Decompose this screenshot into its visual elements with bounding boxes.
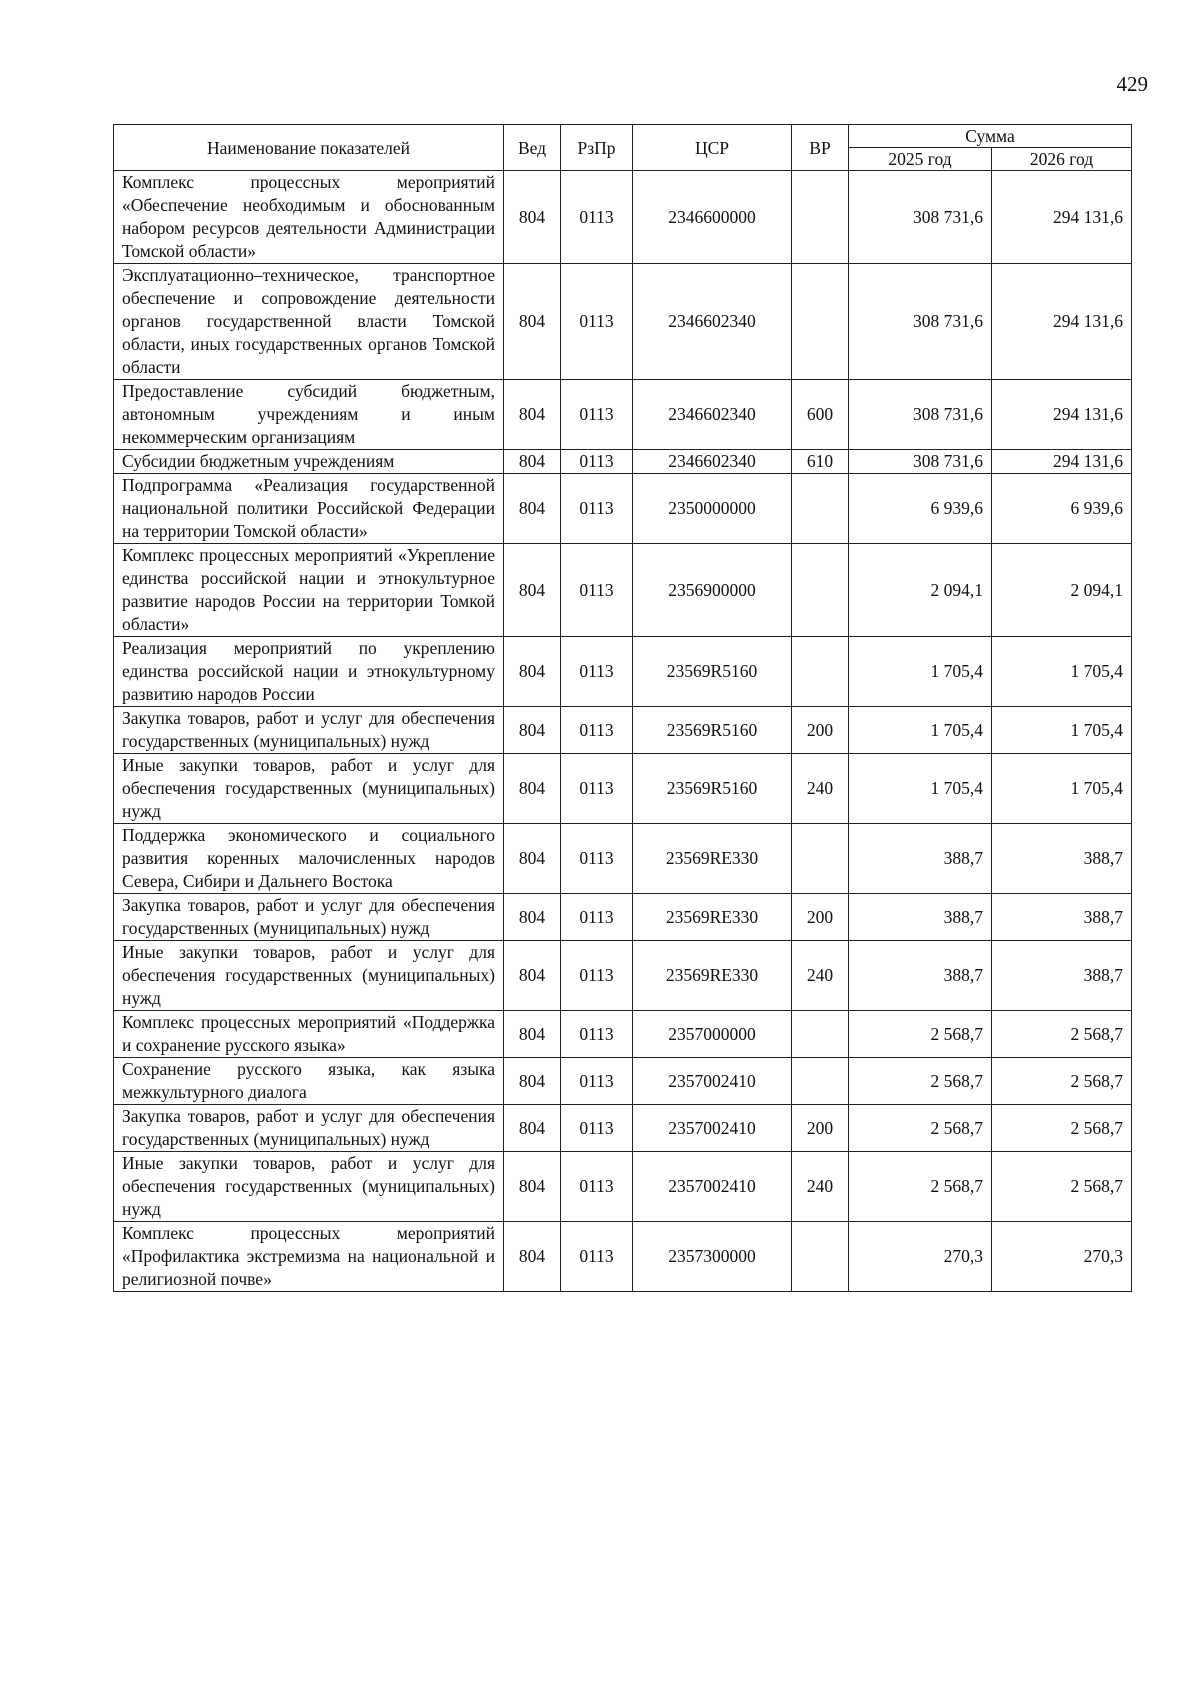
cell-vr: [792, 1011, 849, 1058]
cell-ved: 804: [504, 1222, 561, 1292]
cell-rzpr: 0113: [561, 1152, 633, 1222]
cell-rzpr: 0113: [561, 1105, 633, 1152]
cell-sum-2026: 294 131,6: [992, 380, 1132, 450]
cell-rzpr: 0113: [561, 264, 633, 380]
table-body: [114, 171, 1132, 1292]
cell-name: Закупка товаров, работ и услуг для обеспечения государственных (муниципальных) нужд: [114, 1105, 504, 1152]
cell-csr: 2346600000: [633, 171, 792, 264]
cell-name: Комплекс процессных мероприятий «Профилактика экстремизма на национальной и религиозной почве»: [114, 1222, 504, 1292]
cell-sum-2025: 1 705,4: [849, 637, 992, 707]
cell-vr: [792, 1058, 849, 1105]
table-row: [114, 941, 1132, 1011]
cell-csr: 2350000000: [633, 474, 792, 544]
cell-sum-2025: 308 731,6: [849, 380, 992, 450]
cell-sum-2025: 2 568,7: [849, 1152, 992, 1222]
header-csr: ЦСР: [633, 125, 792, 171]
cell-csr: 2357002410: [633, 1152, 792, 1222]
cell-rzpr: 0113: [561, 171, 633, 264]
table-row: [114, 707, 1132, 754]
table-row: [114, 1152, 1132, 1222]
cell-name: Эксплуатационно–техническое, транспортное обеспечение и сопровождение деятельности органов государственной власти Томской области, иных государственных органов Томской области: [114, 264, 504, 380]
cell-vr: 200: [792, 707, 849, 754]
cell-vr: [792, 1222, 849, 1292]
cell-sum-2025: 6 939,6: [849, 474, 992, 544]
table-row: [114, 544, 1132, 637]
cell-sum-2026: 388,7: [992, 894, 1132, 941]
cell-ved: 804: [504, 707, 561, 754]
cell-sum-2025: 388,7: [849, 941, 992, 1011]
table-row: [114, 1222, 1132, 1292]
table-row: [114, 1105, 1132, 1152]
cell-sum-2025: 2 094,1: [849, 544, 992, 637]
cell-csr: 23569RE330: [633, 894, 792, 941]
cell-ved: 804: [504, 380, 561, 450]
table-row: [114, 754, 1132, 824]
cell-name: Закупка товаров, работ и услуг для обеспечения государственных (муниципальных) нужд: [114, 894, 504, 941]
cell-sum-2025: 1 705,4: [849, 754, 992, 824]
cell-ved: 804: [504, 1152, 561, 1222]
cell-ved: 804: [504, 264, 561, 380]
cell-sum-2025: 2 568,7: [849, 1105, 992, 1152]
cell-vr: [792, 474, 849, 544]
table-row: [114, 474, 1132, 544]
cell-csr: 2346602340: [633, 264, 792, 380]
cell-name: Закупка товаров, работ и услуг для обеспечения государственных (муниципальных) нужд: [114, 707, 504, 754]
header-year-2026: 2026 год: [992, 148, 1132, 171]
cell-name: Подпрограмма «Реализация государственной национальной политики Российской Федерации на территории Томской области»: [114, 474, 504, 544]
cell-vr: 610: [792, 450, 849, 474]
cell-sum-2025: 388,7: [849, 824, 992, 894]
cell-csr: 23569R5160: [633, 637, 792, 707]
cell-ved: 804: [504, 544, 561, 637]
cell-csr: 23569RE330: [633, 941, 792, 1011]
cell-vr: [792, 171, 849, 264]
header-year-2025: 2025 год: [849, 148, 992, 171]
cell-name: Комплекс процессных мероприятий «Укрепление единства российской нации и этнокультурное развитие народов России на территории Томкой области»: [114, 544, 504, 637]
cell-sum-2026: 2 568,7: [992, 1105, 1132, 1152]
cell-vr: 600: [792, 380, 849, 450]
cell-vr: 240: [792, 754, 849, 824]
cell-name: Субсидии бюджетным учреждениям: [114, 450, 504, 474]
cell-rzpr: 0113: [561, 1058, 633, 1105]
header-rzpr: РзПр: [561, 125, 633, 171]
cell-rzpr: 0113: [561, 544, 633, 637]
cell-vr: [792, 264, 849, 380]
cell-sum-2026: 1 705,4: [992, 754, 1132, 824]
cell-vr: [792, 544, 849, 637]
cell-vr: 240: [792, 1152, 849, 1222]
cell-ved: 804: [504, 474, 561, 544]
table-row: [114, 1011, 1132, 1058]
cell-csr: 2356900000: [633, 544, 792, 637]
header-vr: ВР: [792, 125, 849, 171]
cell-sum-2025: 388,7: [849, 894, 992, 941]
page-number: 429: [1116, 72, 1148, 96]
cell-ved: 804: [504, 894, 561, 941]
cell-csr: 2357002410: [633, 1058, 792, 1105]
cell-sum-2026: 2 568,7: [992, 1058, 1132, 1105]
cell-sum-2026: 270,3: [992, 1222, 1132, 1292]
cell-vr: 200: [792, 894, 849, 941]
cell-sum-2026: 294 131,6: [992, 264, 1132, 380]
table-row: [114, 380, 1132, 450]
cell-rzpr: 0113: [561, 474, 633, 544]
cell-ved: 804: [504, 1105, 561, 1152]
cell-vr: 240: [792, 941, 849, 1011]
cell-sum-2026: 2 094,1: [992, 544, 1132, 637]
cell-ved: 804: [504, 1011, 561, 1058]
cell-name: Сохранение русского языка, как языка межкультурного диалога: [114, 1058, 504, 1105]
cell-sum-2026: 388,7: [992, 824, 1132, 894]
cell-rzpr: 0113: [561, 941, 633, 1011]
header-ved: Вед: [504, 125, 561, 171]
table-row: [114, 171, 1132, 264]
cell-name: Предоставление субсидий бюджетным, автономным учреждениям и иным некоммерческим организациям: [114, 380, 504, 450]
cell-csr: 23569R5160: [633, 754, 792, 824]
cell-sum-2025: 1 705,4: [849, 707, 992, 754]
cell-csr: 23569R5160: [633, 707, 792, 754]
table-row: [114, 264, 1132, 380]
cell-sum-2025: 2 568,7: [849, 1011, 992, 1058]
cell-sum-2026: 2 568,7: [992, 1011, 1132, 1058]
cell-ved: 804: [504, 824, 561, 894]
cell-sum-2025: 2 568,7: [849, 1058, 992, 1105]
cell-ved: 804: [504, 450, 561, 474]
cell-ved: 804: [504, 754, 561, 824]
cell-ved: 804: [504, 171, 561, 264]
cell-ved: 804: [504, 1058, 561, 1105]
header-sum: Сумма: [849, 125, 1132, 148]
cell-name: Иные закупки товаров, работ и услуг для обеспечения государственных (муниципальных) нужд: [114, 754, 504, 824]
cell-sum-2026: 388,7: [992, 941, 1132, 1011]
cell-csr: 23569RE330: [633, 824, 792, 894]
cell-sum-2025: 308 731,6: [849, 450, 992, 474]
cell-rzpr: 0113: [561, 754, 633, 824]
cell-ved: 804: [504, 637, 561, 707]
budget-table: [113, 124, 1132, 1292]
table-row: [114, 637, 1132, 707]
cell-sum-2025: 308 731,6: [849, 171, 992, 264]
cell-rzpr: 0113: [561, 1222, 633, 1292]
cell-name: Иные закупки товаров, работ и услуг для обеспечения государственных (муниципальных) нужд: [114, 941, 504, 1011]
cell-csr: 2346602340: [633, 380, 792, 450]
table-row: [114, 450, 1132, 474]
cell-name: Комплекс процессных мероприятий «Обеспечение необходимым и обоснованным набором ресурсов деятельности Администрации Томской области»: [114, 171, 504, 264]
cell-vr: [792, 824, 849, 894]
cell-csr: 2346602340: [633, 450, 792, 474]
cell-sum-2026: 294 131,6: [992, 171, 1132, 264]
cell-sum-2026: 2 568,7: [992, 1152, 1132, 1222]
cell-name: Иные закупки товаров, работ и услуг для обеспечения государственных (муниципальных) нужд: [114, 1152, 504, 1222]
cell-rzpr: 0113: [561, 1011, 633, 1058]
cell-sum-2025: 270,3: [849, 1222, 992, 1292]
cell-rzpr: 0113: [561, 894, 633, 941]
table-row: [114, 1058, 1132, 1105]
header-name: Наименование показателей: [114, 125, 504, 171]
cell-ved: 804: [504, 941, 561, 1011]
table-row: [114, 894, 1132, 941]
cell-rzpr: 0113: [561, 380, 633, 450]
cell-name: Поддержка экономического и социального развития коренных малочисленных народов Севера, Сибири и Дальнего Востока: [114, 824, 504, 894]
cell-name: Комплекс процессных мероприятий «Поддержка и сохранение русского языка»: [114, 1011, 504, 1058]
cell-sum-2026: 1 705,4: [992, 637, 1132, 707]
table-row: [114, 824, 1132, 894]
cell-name: Реализация мероприятий по укреплению единства российской нации и этнокультурному развитию народов России: [114, 637, 504, 707]
cell-rzpr: 0113: [561, 824, 633, 894]
cell-csr: 2357002410: [633, 1105, 792, 1152]
cell-vr: 200: [792, 1105, 849, 1152]
cell-vr: [792, 637, 849, 707]
cell-rzpr: 0113: [561, 637, 633, 707]
cell-rzpr: 0113: [561, 450, 633, 474]
cell-sum-2026: 294 131,6: [992, 450, 1132, 474]
cell-sum-2025: 308 731,6: [849, 264, 992, 380]
cell-rzpr: 0113: [561, 707, 633, 754]
cell-csr: 2357000000: [633, 1011, 792, 1058]
cell-sum-2026: 1 705,4: [992, 707, 1132, 754]
cell-csr: 2357300000: [633, 1222, 792, 1292]
cell-sum-2026: 6 939,6: [992, 474, 1132, 544]
